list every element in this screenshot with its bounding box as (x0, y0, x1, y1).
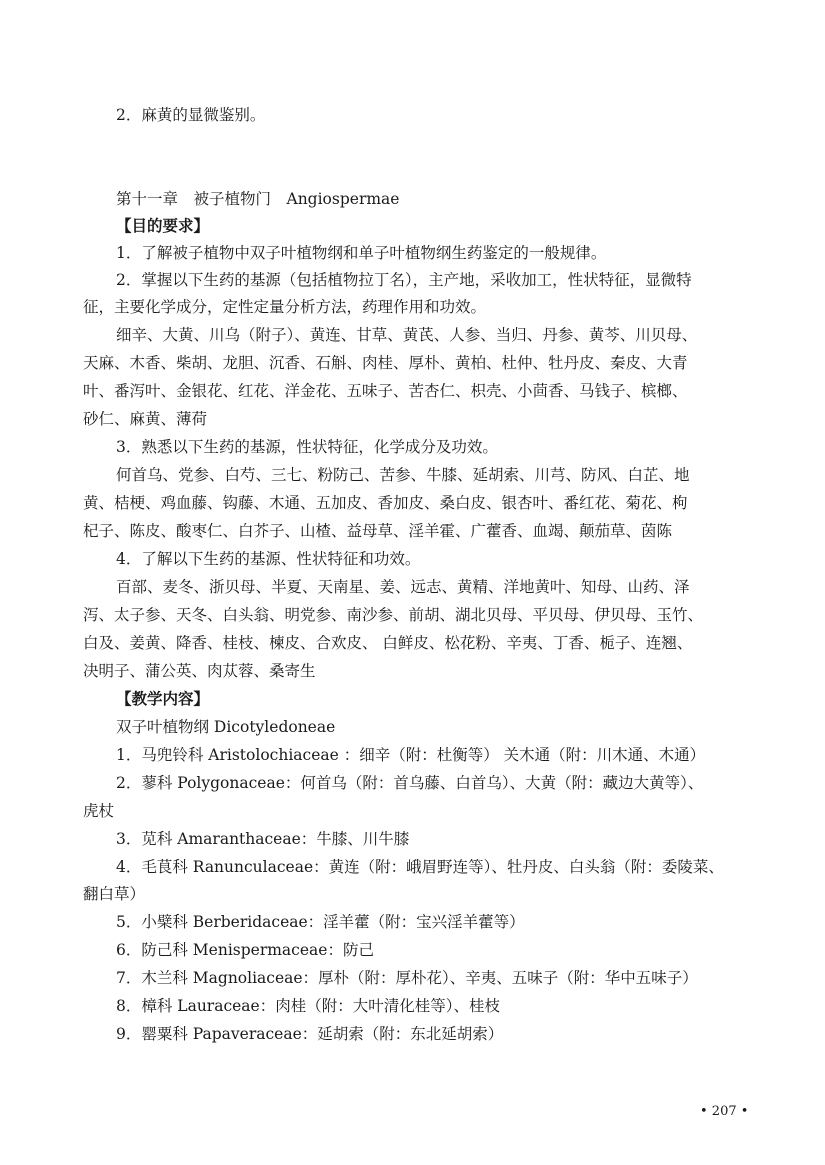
herb-list-3-cont: 杞子、陈皮、酸枣仁、白芥子、山楂、益母草、淫羊霍、广藿香、血竭、颠茄草、茵陈 (83, 522, 673, 540)
family-item-2-cont: 虎杖 (83, 802, 115, 820)
family-item-7: 7．木兰科 Magnoliaceae：厚朴（附：厚朴花）、辛夷、五味子（附：华中五味子） (116, 969, 698, 987)
goal-item-3: 3．熟悉以下生药的基源，性状特征，化学成分及功效。 (116, 438, 498, 456)
family-item-1: 1．马兜铃科 Aristolochiaceae ：细辛（附：杜衡等） 关木通（附：川木通、木通） (116, 746, 706, 764)
family-item-2: 2．蓼科 Polygonaceae：何首乌（附：首乌藤、白首乌）、大黄（附：藏边大黄等）、 (116, 774, 704, 792)
section-heading-goals: 【目的要求】 (116, 216, 210, 235)
herb-list-3-cont: 黄、桔梗、鸡血藤、钩藤、木通、五加皮、香加皮、桑白皮、银杏叶、番红花、菊花、枸 (83, 494, 688, 512)
chapter-title: 第十一章 被子植物门 Angiospermae (116, 190, 400, 208)
herb-list-3: 何首乌、党参、白芍、三七、粉防己、苦参、牛膝、延胡索、川芎、防风、白芷、地 (116, 466, 690, 484)
herb-list-4-cont: 泻、太子参、天冬、白头翁、明党参、南沙参、前胡、湖北贝母、平贝母、伊贝母、玉竹、 (83, 606, 704, 624)
family-item-9: 9．罂粟科 Papaveraceae：延胡索（附：东北延胡索） (116, 1025, 504, 1043)
herb-list-2-cont: 砂仁、麻黄、薄荷 (83, 410, 208, 428)
family-item-3: 3．苋科 Amaranthaceae：牛膝、川牛膝 (116, 830, 410, 848)
top-item: 2．麻黄的显微鉴别。 (116, 106, 266, 124)
herb-list-4: 百部、麦冬、浙贝母、半夏、天南星、姜、远志、黄精、洋地黄叶、知母、山药、泽 (116, 578, 690, 596)
family-item-4-cont: 翻白草） (83, 885, 146, 903)
herb-list-4-cont: 白及、姜黄、降香、桂枝、楝皮、合欢皮、 白鲜皮、松花粉、辛夷、丁香、栀子、连翘、 (83, 634, 693, 652)
family-item-5: 5．小檗科 Berberidaceae：淫羊藿（附：宝兴淫羊藿等） (116, 913, 525, 931)
family-item-6: 6．防己科 Menispermaceae：防己 (116, 941, 374, 959)
goal-item-4: 4．了解以下生药的基源、性状特征和功效。 (116, 550, 421, 568)
class-title: 双子叶植物纲 Dicotyledoneae (116, 718, 336, 736)
section-heading-content: 【教学内容】 (116, 689, 210, 708)
goal-item-1: 1．了解被子植物中双子叶植物纲和单子叶植物纲生药鉴定的一般规律。 (116, 244, 607, 262)
goal-item-2-cont: 征，主要化学成分，定性定量分析方法，药理作用和功效。 (83, 298, 487, 316)
family-item-8: 8．樟科 Lauraceae：肉桂（附：大叶清化桂等）、桂枝 (116, 997, 500, 1015)
goal-item-2: 2．掌握以下生药的基源（包括植物拉丁名），主产地，采收加工，性状特征，显微特 (116, 271, 692, 289)
herb-list-4-cont: 决明子、蒲公英、肉苁蓉、桑寄生 (83, 662, 316, 680)
herb-list-2: 细辛、大黄、川乌（附子）、黄连、甘草、黄芪、人参、当归、丹参、黄芩、川贝母、 (116, 326, 698, 344)
herb-list-2-cont: 天麻、木香、柴胡、龙胆、沉香、石斛、肉桂、厚朴、黄柏、杜仲、牡丹皮、秦皮、大青 (83, 354, 688, 372)
page-number: • 207 • (700, 1104, 749, 1119)
herb-list-2-cont: 叶、番泻叶、金银花、红花、洋金花、五味子、苦杏仁、枳壳、小茴香、马钱子、槟榔、 (83, 382, 688, 400)
family-item-4: 4．毛茛科 Ranunculaceae：黄连（附：峨眉野连等）、牡丹皮、白头翁（附：委陵菜、 (116, 858, 724, 876)
